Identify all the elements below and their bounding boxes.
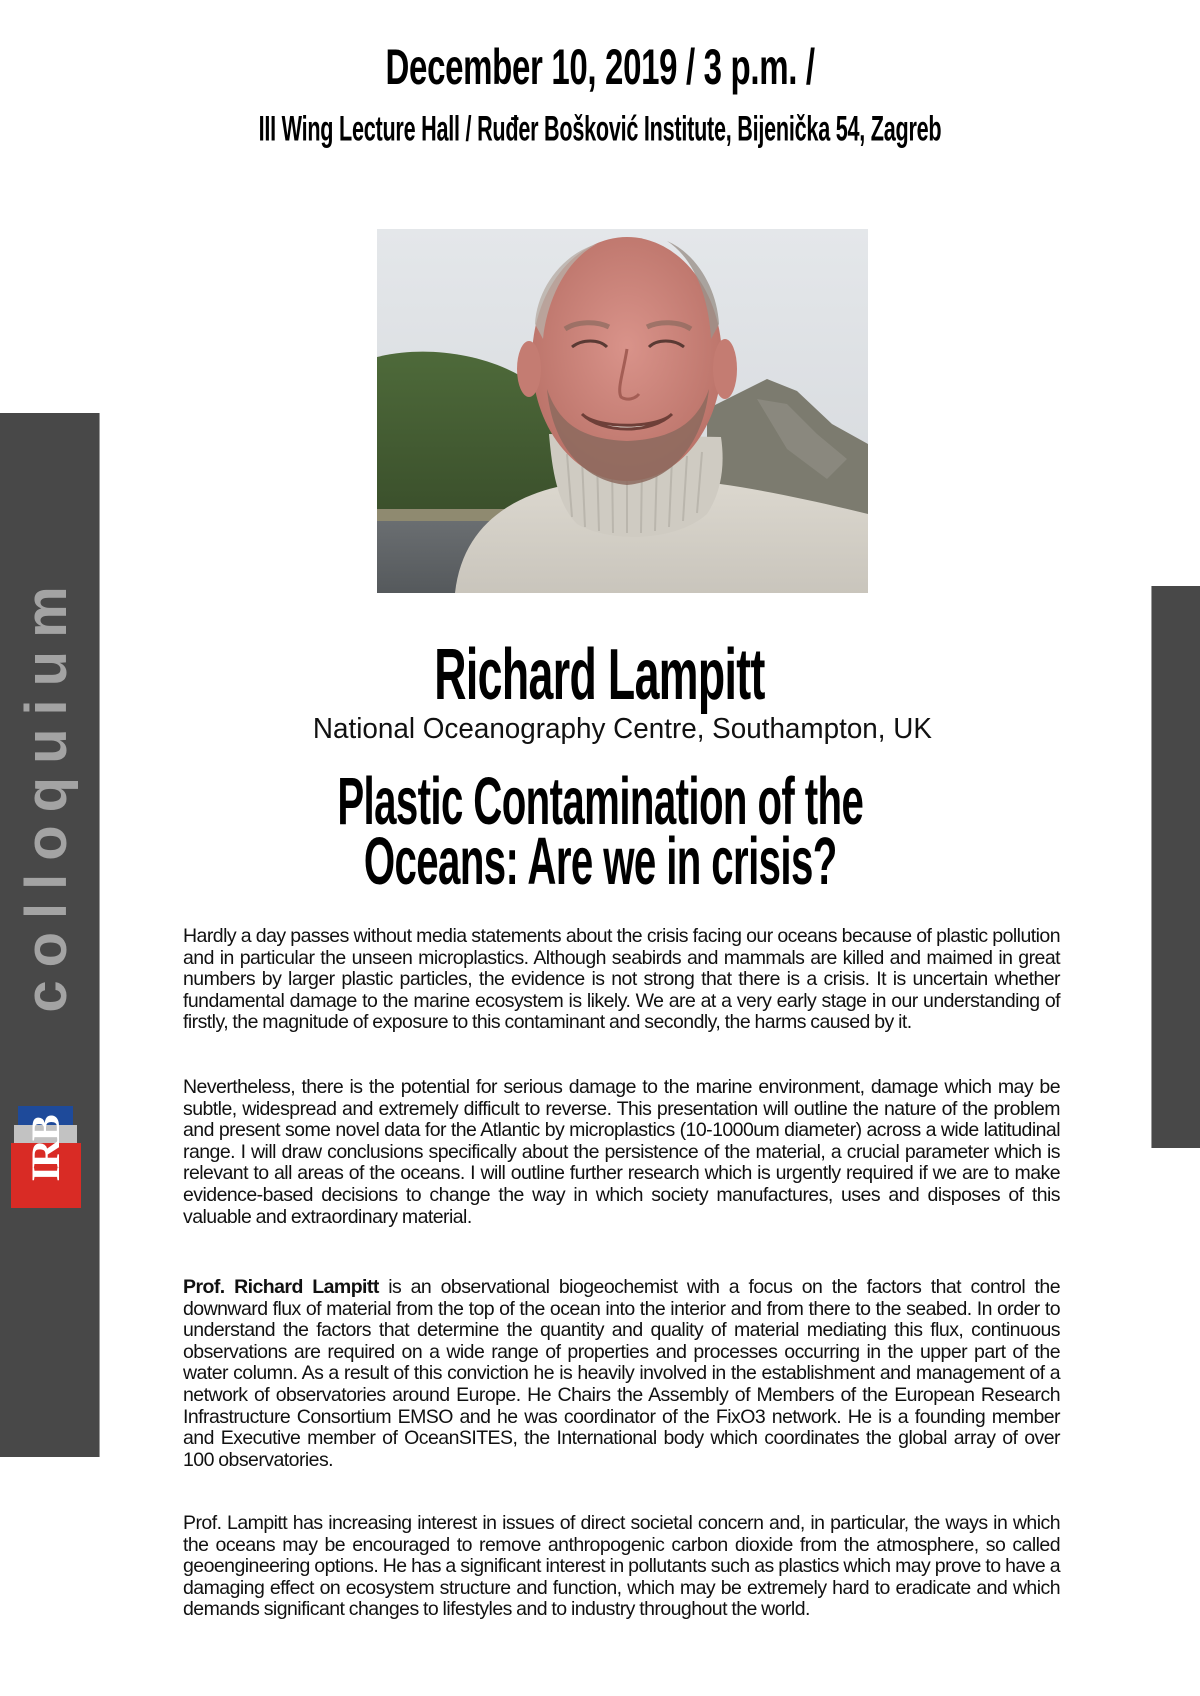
speaker-name bbox=[0, 634, 1200, 716]
series-label-text: colloquium bbox=[14, 573, 79, 1013]
irb-logo bbox=[11, 1106, 81, 1208]
logo-text: IRB bbox=[23, 1116, 68, 1182]
event-venue bbox=[0, 108, 1200, 150]
talk-title bbox=[0, 764, 1200, 899]
bio-paragraph-1 bbox=[183, 1277, 1060, 1471]
event-venue-text: III Wing Lecture Hall / Ruđer Bošković Institute, Bijenička 54, Zagreb bbox=[258, 108, 942, 149]
abstract-paragraph-2: Nevertheless, there is the potential for serious damage to the marine environment, damage which may be subtle, widespread and extremely difficult to reverse. This presentation will outline the nature of the problem and present some novel data for the Atlantic by microplastics (10-1000um diameter) across a wide latitudinal range. I will draw conclusions specifically about the persistence of the material, a crucial parameter which is relevant to all areas of the oceans. I will outline further research which is urgently required if we are to make evidence-based decisions to change the way in which society manufactures, uses and disposes of this valuable and extraordinary material. bbox=[183, 1076, 1060, 1228]
speaker-name-text: Richard Lampitt bbox=[434, 635, 766, 715]
event-date-time bbox=[0, 38, 1200, 96]
event-date-time-text: December 10, 2019 / 3 p.m. / bbox=[385, 39, 815, 95]
talk-title-line-1: Plastic Contamination of the bbox=[337, 764, 863, 839]
speaker-affiliation-text: National Oceanography Centre, Southampton, UK bbox=[312, 713, 932, 745]
talk-title-line-2: Oceans: Are we in crisis? bbox=[363, 824, 837, 899]
speaker-photo-illustration bbox=[377, 229, 868, 593]
speaker-photo bbox=[377, 229, 868, 593]
abstract-paragraph-1: Hardly a day passes without media statements about the crisis facing our oceans because of plastic pollution and in particular the unseen microplastics. Although seabirds and mammals are killed and maimed in great numbers by larger plastic particles, the evidence is not strong that there is a crisis. It is uncertain whether fundamental damage to the marine ecosystem is likely. We are at a very early stage in our understanding of firstly, the magnitude of exposure to this contaminant and secondly, the harms caused by it. bbox=[183, 925, 1060, 1034]
speaker-affiliation bbox=[0, 713, 1200, 746]
bio-speaker-name: Prof. Richard Lampitt bbox=[183, 1276, 379, 1298]
bio-paragraph-2: Prof. Lampitt has increasing interest in issues of direct societal concern and, in particular, the ways in which the oceans may be encouraged to remove anthropogenic carbon dioxide from the atmosphere, so called geoengineering options. He has a significant interest in pollutants such as plastics which may prove to have a damaging effect on ecosystem structure and function, which may be extremely hard to eradicate and which demands significant changes to lifestyles and to industry throughout the world. bbox=[183, 1512, 1060, 1621]
bio-paragraph-1-text: is an observational biogeochemist with a focus on the factors that control the downward flux of material from the top of the ocean into the interior and from there to the seabed. In order to understand the factors that determine the quantity and quality of material mediating this flux, continuous observations are required on a wide range of properties and processes occurring in the upper part of the water column. As a result of this conviction he is heavily involved in the establishment and management of a network of observatories around Europe. He Chairs the Assembly of Members of the European Research Infrastructure Consortium EMSO and he was coordinator of the FixO3 network. He is a founding member and Executive member of OceanSITES, the International body which coordinates the global array of over 100 observatories. bbox=[183, 1276, 1061, 1471]
